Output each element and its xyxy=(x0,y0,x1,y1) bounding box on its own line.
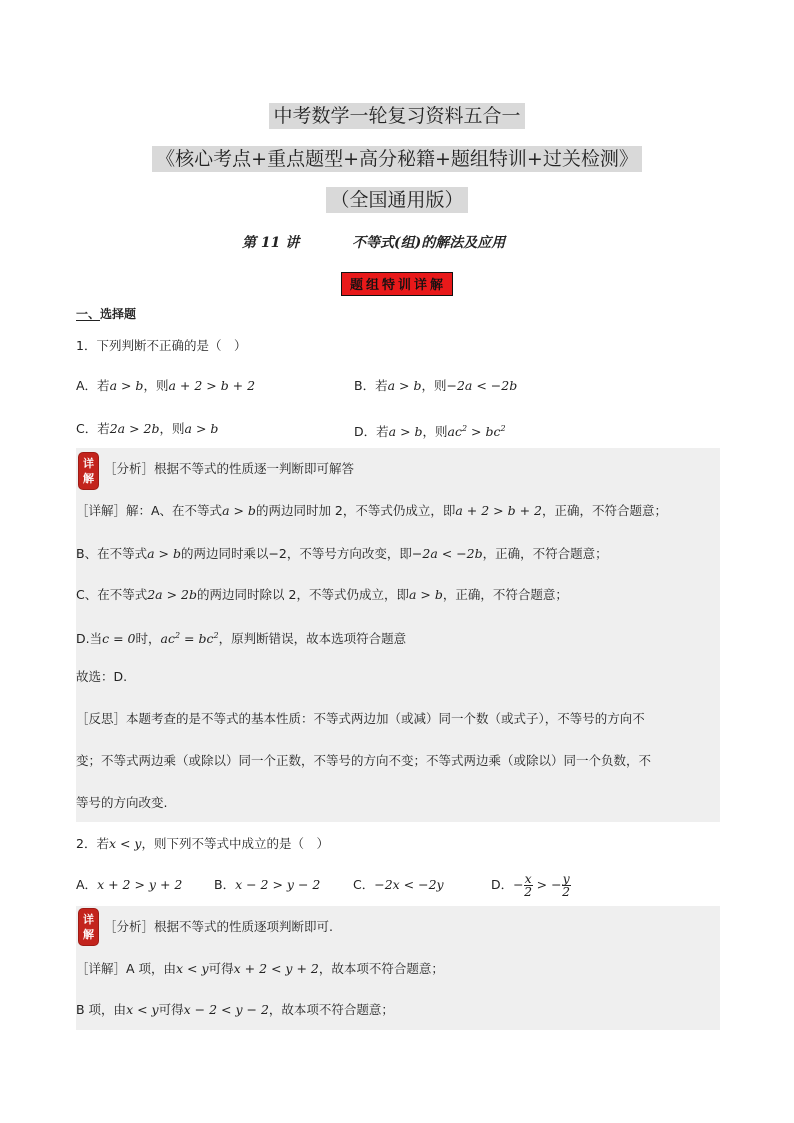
q1-option-b: B．若a > b，则−2a < −2b xyxy=(354,378,518,393)
q1-option-c: C．若2a > 2b，则a > b xyxy=(76,421,219,436)
q2-detail-line-1: ［详解］A 项，由x < y可得x + 2 < y + 2，故本项不符合题意； xyxy=(76,961,444,976)
fraction-x-over-2: $\frac{x}{2}$ xyxy=(524,871,533,899)
section-rule xyxy=(76,320,100,321)
q1-option-a: A．若a > b，则a + 2 > b + 2 xyxy=(76,378,256,393)
q1-detail-line-3: C、在不等式2a > 2b的两边同时除以 2，不等式仍成立，即a > b，正确，不符合题意； xyxy=(76,587,568,602)
solution-seal-icon: 详解 xyxy=(78,908,99,946)
q1-option-d: D．若a > b，则$ac^2 > bc^2$ xyxy=(354,424,506,440)
q1-detail-line-2: B、在不等式a > b的两边同时乘以−2，不等号方向改变，即−2a < −2b，正确，不符合题意； xyxy=(76,546,608,561)
q2-detail-line-2: B 项，由x < y可得x − 2 < y − 2，故本项不符合题意； xyxy=(76,1002,394,1017)
q2-option-c: C．−2x < −2y xyxy=(353,877,444,892)
q2-stem: 2．若x < y，则下列不等式中成立的是（ ） xyxy=(76,836,330,851)
lecture-topic: 不等式(组)的解法及应用 xyxy=(352,235,506,251)
q1-analysis: ［分析］根据不等式的性质逐一判断即可解答 xyxy=(104,461,355,476)
fraction-y-over-2: $\frac{y}{2}$ xyxy=(562,871,571,899)
q1-detail-line-4: D.当c = 0时，$ac^2 = bc^2$，原判断错误，故本选项符合题意 xyxy=(76,631,407,647)
q1-reflection-line-3: 等号的方向改变. xyxy=(76,795,168,810)
q1-reflection-line-2: 变；不等式两边乘（或除以）同一个正数，不等号的方向不变；不等式两边乘（或除以）同一个负数，不 xyxy=(76,753,652,768)
lecture-number: 第 11 讲 xyxy=(242,235,300,251)
q2-option-a: A．x + 2 > y + 2 xyxy=(76,877,183,892)
q2-analysis: ［分析］根据不等式的性质逐项判断即可. xyxy=(104,919,333,934)
title-line-2: 《核心考点+重点题型+高分秘籍+题组特训+过关检测》 xyxy=(0,146,794,172)
q1-reflection-line-1: ［反思］本题考查的是不等式的基本性质：不等式两边加（或减）同一个数（或式子），不等号的方向不 xyxy=(76,711,645,726)
badge-row xyxy=(0,272,794,296)
q1-detail-line-1: ［详解］解：A、在不等式a > b的两边同时加 2，不等式仍成立，即a + 2 > b + 2，正确，不符合题意； xyxy=(76,503,668,518)
q1-stem: 1．下列判断不正确的是（ ） xyxy=(76,338,247,353)
section-heading: 一、选择题 xyxy=(76,307,137,321)
q2-option-b: B．x − 2 > y − 2 xyxy=(214,877,321,892)
title-line-1: 中考数学一轮复习资料五合一 xyxy=(0,103,794,129)
q2-option-d: D．− $\frac{x}{2}$ > − $\frac{y}{2}$ xyxy=(491,871,571,899)
section-badge: 题组特训详解 xyxy=(341,272,453,296)
title-line-3: （全国通用版） xyxy=(0,187,794,213)
solution-seal-icon: 详解 xyxy=(78,452,99,490)
q1-answer: 故选：D. xyxy=(76,669,128,684)
